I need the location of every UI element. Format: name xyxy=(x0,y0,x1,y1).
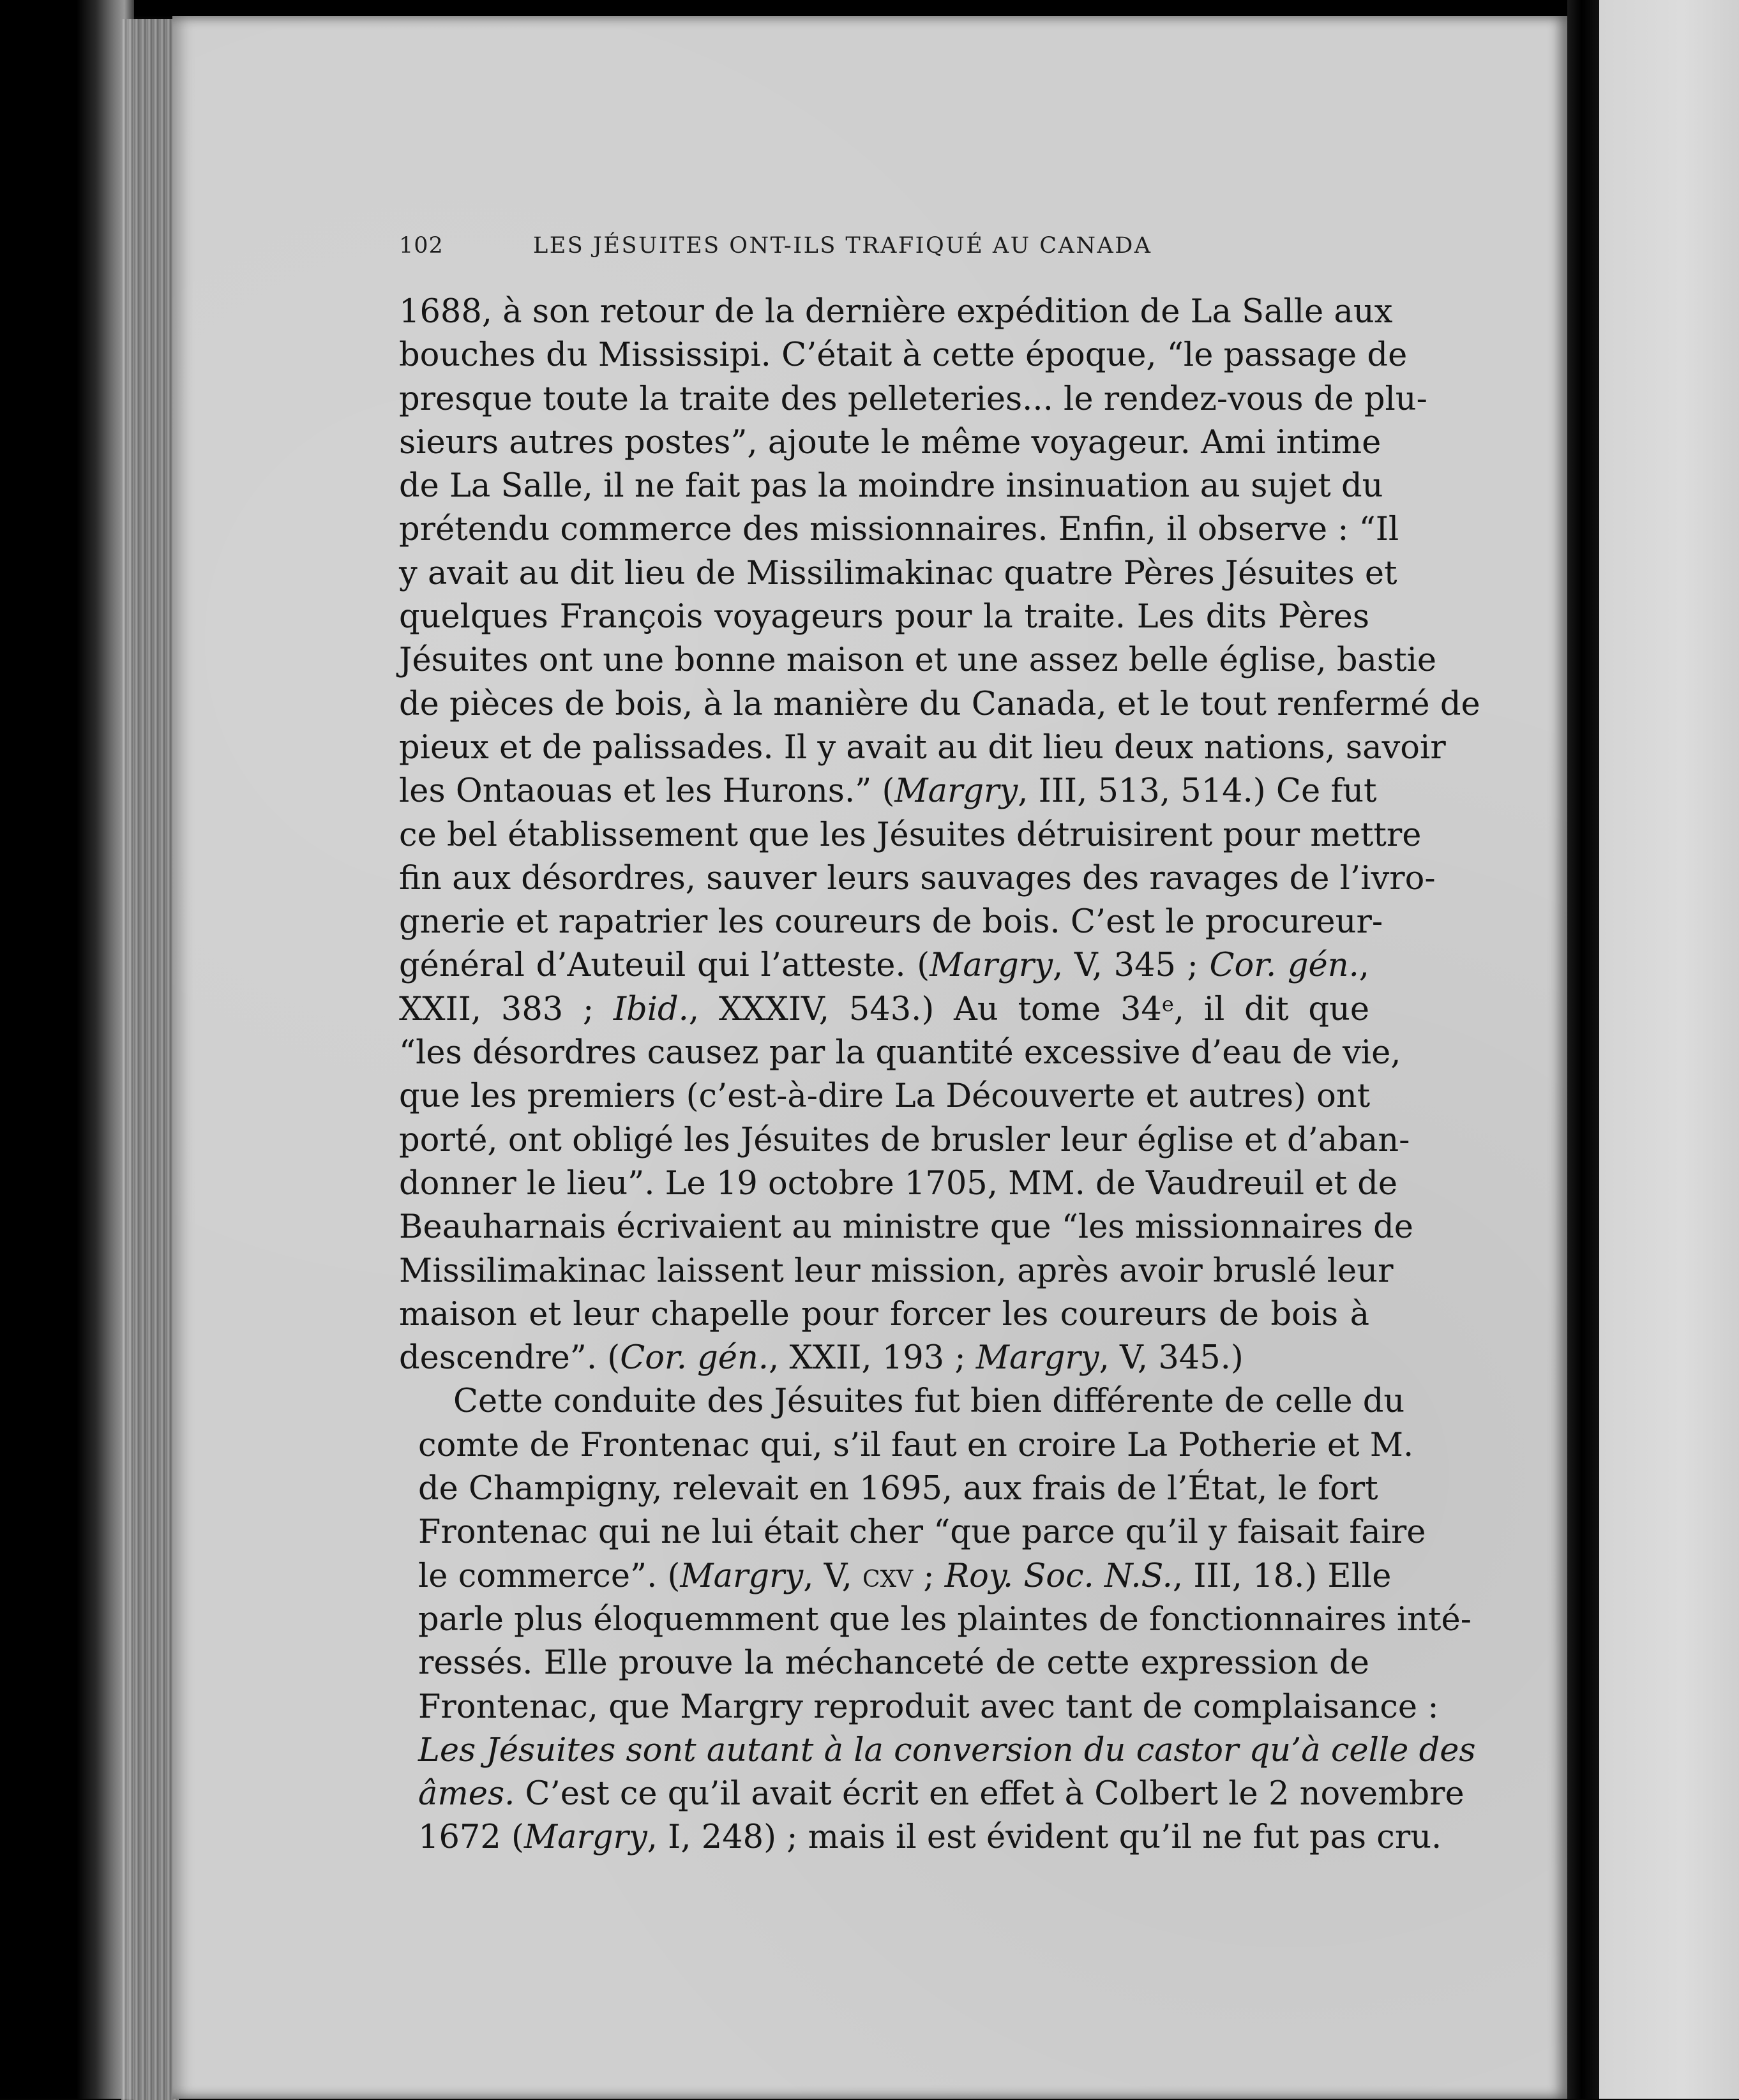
text-line: fin aux désordres, sauver leurs sauvages des ravages de l’ivro- xyxy=(399,859,1436,897)
text-line: de pièces de bois, à la manière du Canada, et le tout renfermé de xyxy=(399,685,1480,723)
text-line: Les Jésuites sont autant à la conversion du castor qu’à celle des xyxy=(418,1731,1476,1769)
text-line: quelques François voyageurs pour la traite. Les dits Pères xyxy=(399,598,1369,636)
text-line: Jésuites ont une bonne maison et une assez belle église, bastie xyxy=(399,641,1437,680)
page-edges xyxy=(121,19,179,2100)
text-line: sieurs autres postes”, ajoute le même voyageur. Ami intime xyxy=(399,423,1381,461)
running-head xyxy=(399,233,1232,278)
scan-border-top xyxy=(0,0,1739,17)
text-line: le commerce”. (Margry, V, cxv ; Roy. Soc. N.S., III, 18.) Elle xyxy=(418,1557,1392,1595)
text-line: Frontenac, que Margry reproduit avec tant de complaisance : xyxy=(418,1688,1439,1726)
text-line: 1672 (Margry, I, 248) ; mais il est évident qu’il ne fut pas cru. xyxy=(418,1819,1442,1857)
text-line: prétendu commerce des missionnaires. Enfin, il observe : “Il xyxy=(399,511,1399,549)
book-gutter xyxy=(1567,0,1599,2099)
text-line: Missilimakinac laissent leur mission, après avoir bruslé leur xyxy=(399,1252,1394,1290)
text-line: ce bel établissement que les Jésuites détruisirent pour mettre xyxy=(399,816,1422,854)
running-title: LES JÉSUITES ONT-ILS TRAFIQUÉ AU CANADA xyxy=(533,233,1152,259)
text-line: de Champigny, relevait en 1695, aux frais de l’État, le fort xyxy=(418,1470,1378,1508)
text-line: de La Salle, il ne fait pas la moindre insinuation au sujet du xyxy=(399,467,1383,506)
text-line: général d’Auteuil qui l’atteste. (Margry, V, 345 ; Cor. gén., xyxy=(399,947,1369,985)
text-line: y avait au dit lieu de Missilimakinac quatre Pères Jésuites et xyxy=(399,554,1397,592)
text-line: presque toute la traite des pelleteries... le rendez-vous de plu- xyxy=(399,380,1427,418)
text-line: les Ontaouas et les Hurons.” (Margry, III, 513, 514.) Ce fut xyxy=(399,772,1377,811)
paragraph-start: Cette conduite des Jésuites fut bien différente de celle du xyxy=(453,1383,1405,1421)
text-line: maison et leur chapelle pour forcer les coureurs de bois à xyxy=(399,1295,1369,1333)
text-line: “les désordres causez par la quantité excessive d’eau de vie, xyxy=(399,1034,1401,1072)
scan-border-left xyxy=(0,0,134,2099)
body-text xyxy=(399,290,1480,1860)
text-line: XXII, 383 ; Ibid., XXXIV, 543.) Au tome 34e, il dit que xyxy=(399,990,1370,1028)
text-line: 1688, à son retour de la dernière expédition de La Salle aux xyxy=(399,293,1393,331)
text-line: ressés. Elle prouve la méchanceté de cette expression de xyxy=(418,1644,1369,1683)
text-line: bouches du Mississipi. C’était à cette époque, “le passage de xyxy=(399,336,1408,375)
text-line: âmes. C’est ce qu’il avait écrit en effet à Colbert le 2 novembre xyxy=(418,1775,1464,1813)
facing-page-edge xyxy=(1599,0,1739,2099)
text-line: parle plus éloquemment que les plaintes de fonctionnaires inté- xyxy=(418,1600,1472,1639)
text-line: donner le lieu”. Le 19 octobre 1705, MM. de Vaudreuil et de xyxy=(399,1164,1398,1203)
text-line: que les premiers (c’est-à-dire La Découverte et autres) ont xyxy=(399,1077,1371,1116)
text-line: comte de Frontenac qui, s’il faut en croire La Potherie et M. xyxy=(418,1426,1414,1464)
text-line: gnerie et rapatrier les coureurs de bois. C’est le procureur- xyxy=(399,903,1383,941)
page-number: 102 xyxy=(399,233,444,259)
text-line: Beauharnais écrivaient au ministre que “les missionnaires de xyxy=(399,1208,1413,1247)
text-line: pieux et de palissades. Il y avait au dit lieu deux nations, savoir xyxy=(399,728,1446,767)
text-line: porté, ont obligé les Jésuites de brusler leur église et d’aban- xyxy=(399,1121,1410,1159)
text-line: descendre”. (Cor. gén., XXII, 193 ; Margry, V, 345.) xyxy=(399,1339,1244,1377)
text-line: Frontenac qui ne lui était cher “que parce qu’il y faisait faire xyxy=(418,1513,1426,1552)
